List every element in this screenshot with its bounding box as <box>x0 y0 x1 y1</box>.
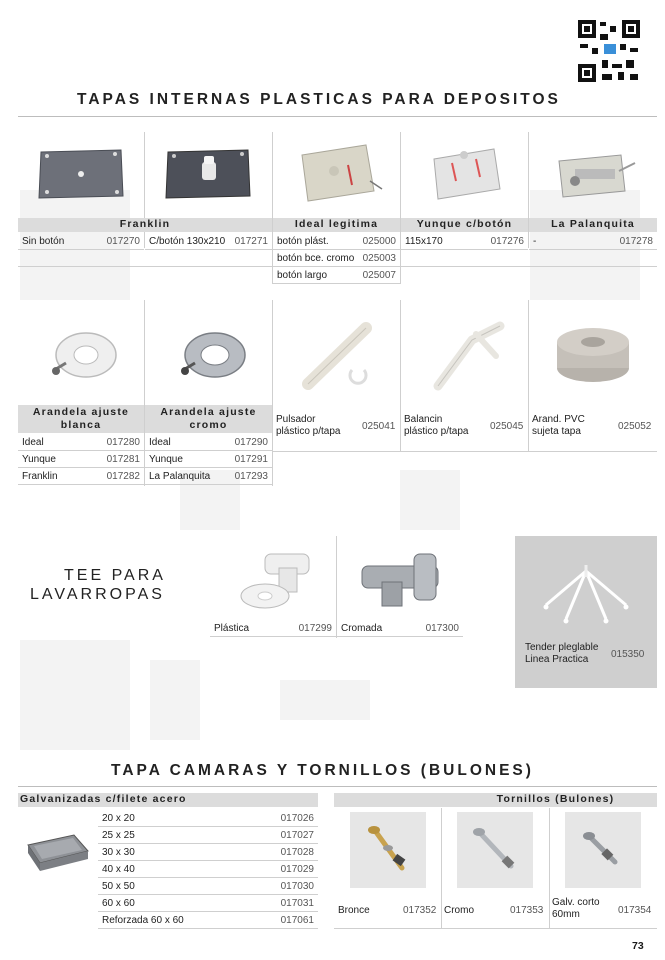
row-code: 017061 <box>280 914 314 926</box>
table-row <box>273 250 400 267</box>
header-franklin: Franklin <box>18 218 272 232</box>
page-number: 73 <box>632 940 644 952</box>
pulsador-code: 025041 <box>362 421 396 432</box>
table-row <box>98 861 318 878</box>
row-label: - <box>533 235 537 247</box>
yunque-con-boton-image <box>402 132 526 216</box>
row-label: Yunque <box>149 453 183 465</box>
header-arandela-cromo: Arandela ajuste cromo <box>145 405 272 433</box>
row-code: 025000 <box>362 235 396 247</box>
row-code: 017300 <box>425 623 459 634</box>
row-label: 60 x 60 <box>102 897 135 909</box>
row-code: 017291 <box>234 453 268 465</box>
row-label: 40 x 40 <box>102 863 135 875</box>
row-code: 017030 <box>280 880 314 892</box>
table-row <box>98 827 318 844</box>
camaras-rule <box>18 786 657 787</box>
table-row <box>18 233 144 250</box>
row-code: 017026 <box>280 812 314 824</box>
title-rule <box>18 116 657 117</box>
table-row <box>273 233 400 250</box>
row-code: 017031 <box>280 897 314 909</box>
qr-code-icon <box>578 20 640 82</box>
row-code: 017281 <box>106 453 140 465</box>
table-row <box>98 895 318 912</box>
cromo-label: Cromo <box>444 905 475 916</box>
galv-corto-code: 017354 <box>618 905 652 916</box>
header-arandela-blanca: Arandela ajuste blanca <box>18 405 144 433</box>
divider <box>549 808 550 928</box>
tender-pleglable-image <box>531 554 641 638</box>
row-code: 017278 <box>619 235 653 247</box>
section1-bottom-rule <box>401 266 657 267</box>
franklin-con-boton-image <box>146 132 270 216</box>
row-code: 017029 <box>280 863 314 875</box>
la-palanquita-image <box>530 132 656 216</box>
header-ideal-legitima: Ideal legitima <box>273 218 400 232</box>
row-label: 30 x 30 <box>102 846 135 858</box>
section2-bottom-rule <box>273 451 657 452</box>
divider <box>400 132 401 284</box>
ideal-legitima-image <box>274 132 398 216</box>
row-code: 017282 <box>106 470 140 482</box>
row-label: Yunque <box>22 453 56 465</box>
tender-code: 015350 <box>611 649 645 660</box>
divider <box>272 300 273 486</box>
row-code: 017271 <box>234 235 268 247</box>
row-label: Ideal <box>22 436 44 448</box>
table-row <box>145 434 272 451</box>
row-label: 25 x 25 <box>102 829 135 841</box>
tee-plastica-image <box>212 540 334 618</box>
franklin-sin-boton-image <box>20 132 142 216</box>
row-code: 017270 <box>106 235 140 247</box>
row-code: 017290 <box>234 436 268 448</box>
table-row <box>98 878 318 895</box>
row-label: 115x170 <box>405 235 443 247</box>
tapa-camara-image <box>18 820 96 884</box>
tornillos-bottom-rule <box>334 928 657 929</box>
row-label: La Palanquita <box>149 470 211 482</box>
header-yunque: Yunque c/botón <box>401 218 528 232</box>
row-code: 017280 <box>106 436 140 448</box>
row-label: botón largo <box>277 269 328 281</box>
table-row <box>273 267 400 284</box>
row-label: botón plást. <box>277 235 329 247</box>
divider <box>528 300 529 452</box>
row-code: 017299 <box>298 623 332 634</box>
tee-title-line2: LAVARROPAS <box>30 586 165 603</box>
camaras-title: TAPA CAMARAS Y TORNILLOS (BULONES) <box>111 762 534 779</box>
table-row <box>145 451 272 468</box>
table-row <box>18 434 144 451</box>
main-title: TAPAS INTERNAS PLASTICAS PARA DEPOSITOS <box>77 91 561 108</box>
arand-pvc-code: 025052 <box>618 421 652 432</box>
bulon-cromo-image <box>457 812 533 888</box>
row-label: Franklin <box>22 470 58 482</box>
table-row <box>98 844 318 861</box>
section1-bottom-rule <box>18 266 273 267</box>
row-label: botón bce. cromo <box>277 252 355 264</box>
balancin-label: Balancin plástico p/tapa <box>404 414 469 437</box>
cromo-code: 017353 <box>510 905 544 916</box>
header-la-palanquita: La Palanquita <box>529 218 657 232</box>
arand-pvc-image <box>530 306 656 402</box>
tee-title-line1: TEE PARA <box>64 567 166 584</box>
tender-label: Tender pleglable Linea Practica <box>525 642 599 665</box>
tee-cromada-image <box>338 540 462 618</box>
row-code: 017028 <box>280 846 314 858</box>
row-label: 20 x 20 <box>102 812 135 824</box>
balancin-image <box>402 306 526 402</box>
row-label: Ideal <box>149 436 171 448</box>
row-label: Reforzada 60 x 60 <box>102 914 184 926</box>
table-row <box>145 468 272 485</box>
row-label: Plástica <box>214 623 250 634</box>
bulon-galv-corto-image <box>565 812 641 888</box>
pulsador-image <box>274 306 398 402</box>
row-code: 025007 <box>362 269 396 281</box>
divider <box>400 300 401 452</box>
row-label: Sin botón <box>22 235 65 247</box>
table-row <box>529 233 657 250</box>
galv-corto-label: Galv. corto 60mm <box>552 897 600 920</box>
arandela-blanca-image <box>20 310 142 402</box>
table-row <box>18 451 144 468</box>
bulon-bronce-image <box>350 812 426 888</box>
arand-pvc-label: Arand. PVC sujeta tapa <box>532 414 585 437</box>
row-label: Cromada <box>341 623 383 634</box>
header-tornillos: Tornillos (Bulones) <box>334 793 657 807</box>
bronce-code: 017352 <box>403 905 437 916</box>
row-code: 017276 <box>490 235 524 247</box>
balancin-code: 025045 <box>490 421 524 432</box>
table-row <box>145 233 272 250</box>
table-row <box>337 621 463 637</box>
arandela-cromo-image <box>146 310 270 402</box>
row-code: 017027 <box>280 829 314 841</box>
row-code: 017293 <box>234 470 268 482</box>
table-row <box>210 621 336 637</box>
row-code: 025003 <box>362 252 396 264</box>
table-row <box>98 912 318 929</box>
table-row <box>401 233 528 250</box>
header-galvanizadas: Galvanizadas c/filete acero <box>18 793 318 807</box>
divider <box>441 808 442 928</box>
row-label: C/botón 130x210 <box>149 235 226 247</box>
table-row <box>98 810 318 827</box>
bronce-label: Bronce <box>338 905 370 916</box>
table-row <box>18 468 144 485</box>
pulsador-label: Pulsador plástico p/tapa <box>276 414 341 437</box>
row-label: 50 x 50 <box>102 880 135 892</box>
tender-panel <box>515 536 657 688</box>
